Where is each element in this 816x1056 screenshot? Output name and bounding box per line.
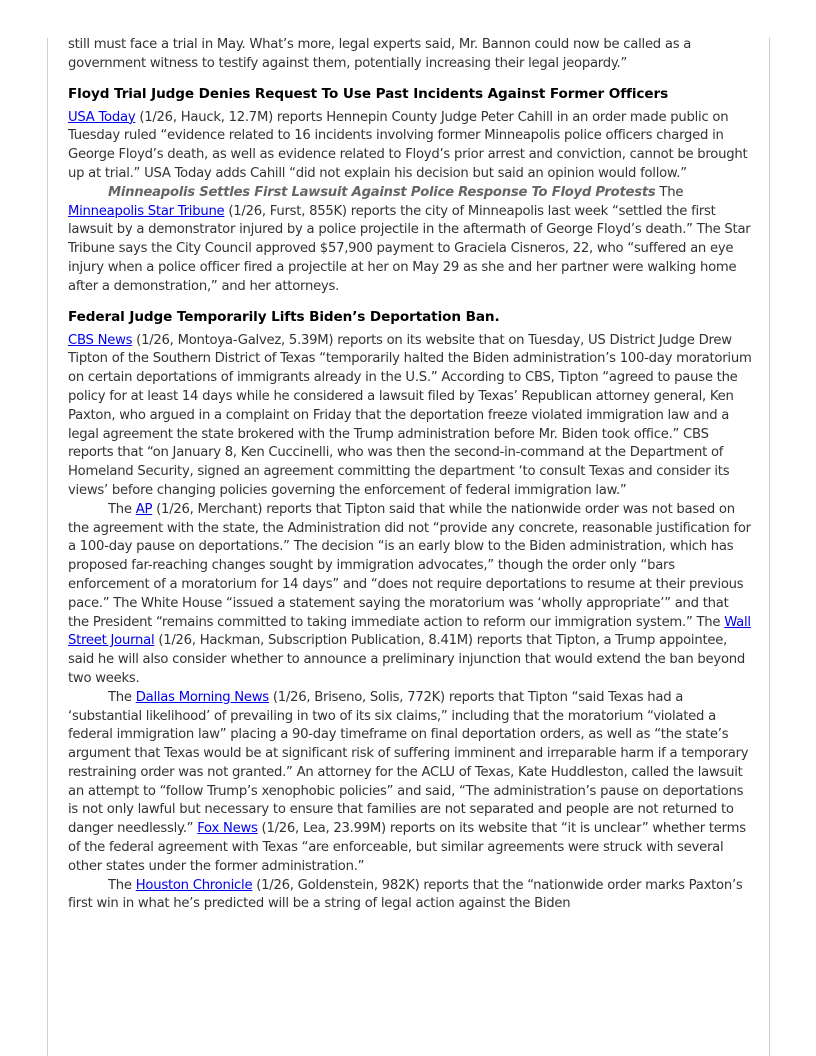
paragraph [68,689,752,877]
source-link[interactable]: AP [135,501,153,517]
source-link[interactable]: Houston Chronicle [135,877,253,893]
paragraph [68,184,752,297]
body-text: still must face a trial in May. What’s more, legal experts said, Mr. Bannon could now be called as a government witness to testify against them, potentially increasing their legal jeopardy.” [68,37,692,71]
paragraph [68,332,752,501]
body-text: (1/26, Briseno, Solis, 772K) reports that Tipton “said Texas had a ‘substantial likelihood’ of prevailing in two of its six claims,” including that the moratorium “violated a federal immigration law” placing a 90-day timeframe on final deportation orders, as well as “the state’s argument that Texas would be at significant risk of suffering imminent and irreparable harm if a temporary restraining order was not granted.” An attorney for the ACLU of Texas, Kate Huddleston, called the lawsuit an attempt to “follow Trump’s xenophobic policies” and said, “The administration’s pause on deportations is not only lawful but necessary to ensure that families are not separated and people are not returned to danger needlessly.” [68,689,749,837]
source-link[interactable]: Minneapolis Star Tribune [68,203,225,219]
section-heading: Federal Judge Temporarily Lifts Biden’s Deportation Ban. [68,308,500,325]
paragraph [68,877,752,915]
paragraph [68,36,752,74]
source-link[interactable]: Dallas Morning News [135,689,269,705]
body-text: (1/26, Furst, 855K) reports the city of Minneapolis last week “settled the first lawsuit by a demonstrator injured by a police projectile in the aftermath of George Floyd’s death.” The Star Tribune says the City Council approved $57,900 payment to Graciela Cisneros, 22, who “suffered an eye injury when a police officer fired a projectile at her on May 29 as she and her partner were walking home after a demonstration,” and her attorneys. [68,203,751,294]
body-text: The [108,689,136,705]
subheading: Minneapolis Settles First Lawsuit Against Police Response To Floyd Protests [108,184,656,200]
body-text: (1/26, Montoya-Galvez, 5.39M) reports on its website that on Tuesday, US District Judge Drew Tipton of the Southern District of Texas “temporarily halted the Biden administration’s 100-day moratorium on certain deportations of immigrants already in the U.S.” According to CBS, Tipton “agreed to pause the policy for at least 14 days while he considered a lawsuit filed by Texas’ Republican attorney general, Ken Paxton, who argued in a complaint on Friday that the deportation freeze violated immigration law and a legal agreement the state brokered with the Trump administration before Mr. Biden took office.” CBS reports that “on January 8, Ken Cuccinelli, who was then the second-in-command at the Department of Homeland Security, signed an agreement committing the department ‘to consult Texas and consider its views’ before changing policies governing the enforcement of federal immigration law.” [68,332,752,498]
source-link[interactable]: Fox News [197,821,258,837]
body-text: (1/26, Goldenstein, 982K) reports that the “nationwide order marks Paxton’s first win in what he’s predicted will be a string of legal action against the Biden [68,877,743,912]
body-text: (1/26, Lea, 23.99M) reports on its website that “it is unclear” whether terms of the federal agreement with Texas “are enforceable, but similar agreements were struck with several other states under the former administration.” [68,821,746,874]
body-text: The [655,184,684,200]
source-link[interactable]: USA Today [68,109,136,125]
section-heading: Floyd Trial Judge Denies Request To Use Past Incidents Against Former Officers [68,85,669,102]
paragraph [68,501,752,689]
body-text: The [108,877,136,893]
body-text: (1/26, Hauck, 12.7M) reports Hennepin County Judge Peter Cahill in an order made public on Tuesday ruled “evidence related to 16 incidents involving former Minneapolis police officers charged in George Floyd’s death, as well as evidence related to Floyd’s prior arrest and conviction, cannot be brought up at trial.” USA Today adds Cahill “did not explain his decision but said an opinion would follow.” [68,109,748,181]
source-link[interactable]: CBS News [68,332,133,348]
body-text: (1/26, Hackman, Subscription Publication, 8.41M) reports that Tipton, a Trump appointee, said he will also consider whether to announce a preliminary injunction that would extend the ban beyond two weeks. [68,633,745,686]
source-link[interactable]: Wall Street Journal [68,614,751,649]
body-text: (1/26, Merchant) reports that Tipton said that while the nationwide order was not based on the agreement with the state, the Administration did not “provide any concrete, reasonable justification for a 100-day pause on deportations.” The decision “is an early blow to the Biden administration, which has proposed far-reaching changes sought by immigration advocates,” though the order only “bars enforcement of a moratorium for 14 days” and “does not require deportations to resume at their previous pace.” The White House “issued a statement saying the moratorium was ‘wholly appropriate’” and that the President “remains committed to taking immediate action to reform our immigration system.” The [68,501,751,630]
document-body [68,36,752,914]
body-text: The [108,501,136,517]
paragraph [68,109,752,184]
